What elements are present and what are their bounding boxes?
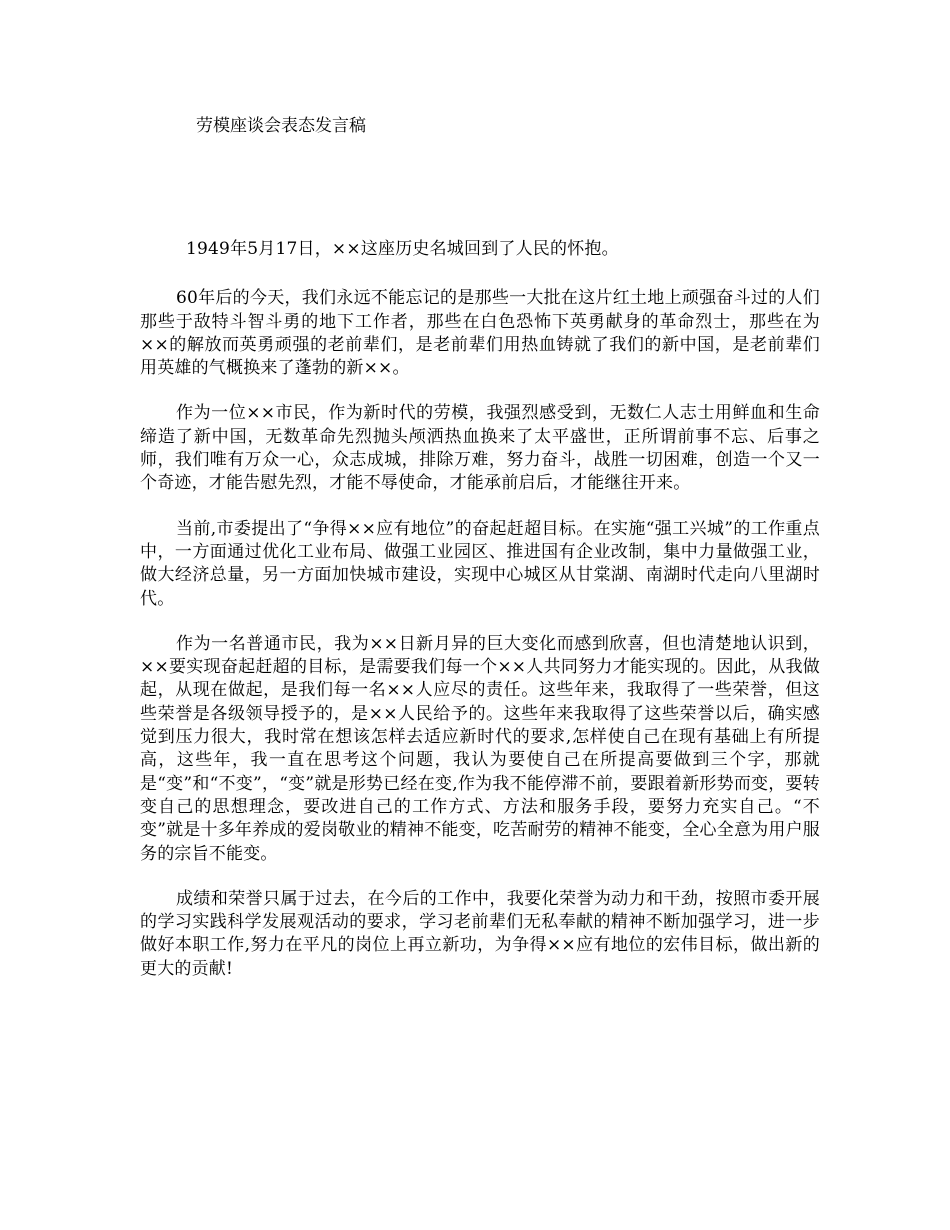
paragraph-1: 1949年5月17日，××这座历史名城回到了人民的怀抱。 [186, 239, 619, 259]
document-body [140, 238, 820, 1003]
paragraph-2: 60年后的今天，我们永远不能忘记的是那些一大批在这片红土地上顽强奋斗过的人们那些于敌特斗智斗勇的地下工作者，那些在白色恐怖下英勇献身的革命烈士，那些在为××的解放而英勇顽强的老前辈们，是老前辈们用热血铸就了我们的新中国，是老前辈们用英雄的气概换来了蓬勃的新××。 [140, 288, 820, 379]
paragraph-3: 作为一位××市民，作为新时代的劳模，我强烈感受到，无数仁人志士用鲜血和生命缔造了新中国，无数革命先烈抛头颅洒热血换来了太平盛世，正所谓前事不忘、后事之师，我们唯有万众一心，众志成城，排除万难，努力奋斗，战胜一切困难，创造一个又一个奇迹，才能告慰先烈，才能不辱使命，才能承前启后，才能继往开来。 [140, 403, 820, 494]
document-title: 劳模座谈会表态发言稿 [196, 116, 366, 136]
paragraph-6: 成绩和荣誉只属于过去，在今后的工作中，我要化荣誉为动力和干劲，按照市委开展的学习实践科学发展观活动的要求，学习老前辈们无私奉献的精神不断加强学习，进一步做好本职工作,努力在平凡的岗位上再立新功，为争得××应有地位的宏伟目标，做出新的更大的贡献! [140, 888, 820, 979]
paragraph-4: 当前,市委提出了“争得××应有地位”的奋起赶超目标。在实施“强工兴城”的工作重点中，一方面通过优化工业布局、做强工业园区、推进国有企业改制，集中力量做强工业，做大经济总量，另一方面加快城市建设，实现中心城区从甘棠湖、南湖时代走向八里湖时代。 [140, 518, 820, 609]
paragraph-5: 作为一名普通市民，我为××日新月异的巨大变化而感到欣喜，但也清楚地认识到，××要实现奋起赶超的目标，是需要我们每一个××人共同努力才能实现的。因此，从我做起，从现在做起，是我们每一名××人应尽的责任。这些年来，我取得了一些荣誉，但这些荣誉是各级领导授予的，是××人民给予的。这些年来我取得了这些荣誉以后，确实感觉到压力很大，我时常在想该怎样去适应新时代的要求,怎样使自己在现有基础上有所提高，这些年，我一直在思考这个问题，我认为要使自己在所提高要做到三个字，那就是“变”和“不变”，“变”就是形势已经在变,作为我不能停滞不前，要跟着新形势而变，要转变自己的思想理念，要改进自己的工作方式、方法和服务手段，要努力充实自己。“不变”就是十多年养成的爱岗敬业的精神不能变，吃苦耐劳的精神不能变，全心全意为用户服务的宗旨不能变。 [140, 633, 820, 864]
